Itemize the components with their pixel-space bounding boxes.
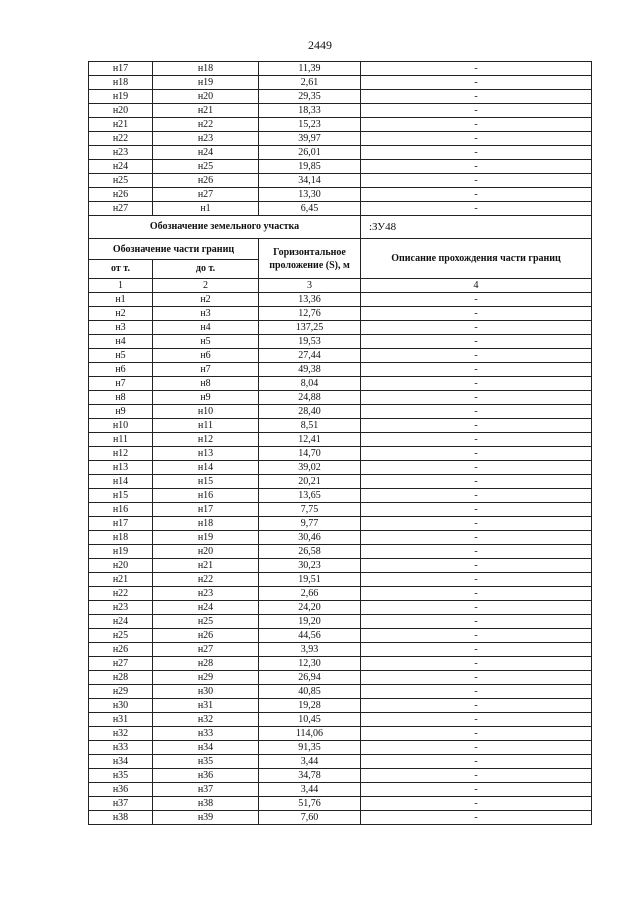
table-row: [89, 769, 592, 783]
from-point: н23: [89, 146, 153, 160]
description: -: [361, 90, 592, 104]
horizontal-distance: 13,30: [259, 188, 361, 202]
description: -: [361, 517, 592, 531]
to-point: н15: [153, 475, 259, 489]
table-row: [89, 419, 592, 433]
horizontal-distance: 19,51: [259, 573, 361, 587]
description: -: [361, 573, 592, 587]
description: -: [361, 531, 592, 545]
description: -: [361, 433, 592, 447]
to-point: н36: [153, 769, 259, 783]
from-point: н11: [89, 433, 153, 447]
to-point: н5: [153, 335, 259, 349]
from-point: н5: [89, 349, 153, 363]
horizontal-distance: 39,97: [259, 132, 361, 146]
table-row: [89, 475, 592, 489]
to-point: н27: [153, 188, 259, 202]
description: -: [361, 104, 592, 118]
horizontal-distance: 11,39: [259, 62, 361, 76]
horizontal-distance: 8,51: [259, 419, 361, 433]
table-row: [89, 531, 592, 545]
to-point: н31: [153, 699, 259, 713]
horizontal-distance: 3,93: [259, 643, 361, 657]
to-point: н26: [153, 174, 259, 188]
table-row: [89, 559, 592, 573]
to-point: н32: [153, 713, 259, 727]
from-point: н1: [89, 293, 153, 307]
table-row: [89, 727, 592, 741]
horizontal-distance: 14,70: [259, 447, 361, 461]
table-row: [89, 363, 592, 377]
description: -: [361, 377, 592, 391]
description: -: [361, 461, 592, 475]
description-header: Описание прохождения части границ: [361, 239, 592, 279]
page-number: 2449: [308, 38, 332, 52]
table-row: [89, 188, 592, 202]
to-point: н18: [153, 517, 259, 531]
top-rows: [89, 62, 592, 216]
from-point: н27: [89, 202, 153, 216]
horizontal-distance: 12,76: [259, 307, 361, 321]
description: -: [361, 657, 592, 671]
to-point: н4: [153, 321, 259, 335]
to-point: н23: [153, 132, 259, 146]
from-point: н33: [89, 741, 153, 755]
from-point: н28: [89, 671, 153, 685]
from-point: н26: [89, 643, 153, 657]
from-point: н10: [89, 419, 153, 433]
table-row: [89, 90, 592, 104]
horizontal-distance: 12,30: [259, 657, 361, 671]
to-point: н24: [153, 601, 259, 615]
horizontal-distance: 13,36: [259, 293, 361, 307]
from-point: н14: [89, 475, 153, 489]
horizontal-distance: 51,76: [259, 797, 361, 811]
description: -: [361, 447, 592, 461]
to-point: н25: [153, 160, 259, 174]
from-point: н17: [89, 517, 153, 531]
horizontal-distance: 30,46: [259, 531, 361, 545]
description: -: [361, 685, 592, 699]
description: -: [361, 811, 592, 825]
description: -: [361, 419, 592, 433]
table-row: [89, 587, 592, 601]
table-row: [89, 146, 592, 160]
from-point: н29: [89, 685, 153, 699]
description: -: [361, 391, 592, 405]
to-point: н7: [153, 363, 259, 377]
horizontal-distance: 26,58: [259, 545, 361, 559]
from-point: н13: [89, 461, 153, 475]
table-row: [89, 629, 592, 643]
to-point: н13: [153, 447, 259, 461]
from-point: н22: [89, 587, 153, 601]
to-point: н11: [153, 419, 259, 433]
description: -: [361, 118, 592, 132]
description: -: [361, 601, 592, 615]
table-row: [89, 573, 592, 587]
from-point: н6: [89, 363, 153, 377]
table-row: [89, 713, 592, 727]
to-header: до т.: [153, 260, 259, 279]
to-point: н27: [153, 643, 259, 657]
from-point: н22: [89, 132, 153, 146]
plot-title-label: Обозначение земельного участка: [89, 216, 361, 239]
horizontal-header: Горизонтальное проложение (S), м: [259, 239, 361, 279]
to-point: н29: [153, 671, 259, 685]
from-point: н20: [89, 104, 153, 118]
from-point: н23: [89, 601, 153, 615]
table-row: [89, 132, 592, 146]
description: -: [361, 783, 592, 797]
table-row: [89, 391, 592, 405]
to-point: н33: [153, 727, 259, 741]
to-point: н25: [153, 615, 259, 629]
description: -: [361, 62, 592, 76]
to-point: н1: [153, 202, 259, 216]
horizontal-distance: 19,28: [259, 699, 361, 713]
from-point: н9: [89, 405, 153, 419]
description: -: [361, 174, 592, 188]
table-row: [89, 783, 592, 797]
table-row: [89, 76, 592, 90]
column-number: 3: [259, 279, 361, 293]
horizontal-distance: 24,20: [259, 601, 361, 615]
to-point: н22: [153, 118, 259, 132]
from-point: н18: [89, 531, 153, 545]
table-row: [89, 601, 592, 615]
horizontal-distance: 49,38: [259, 363, 361, 377]
from-point: н38: [89, 811, 153, 825]
from-point: н26: [89, 188, 153, 202]
from-header: от т.: [89, 260, 153, 279]
to-point: н30: [153, 685, 259, 699]
table-row: [89, 643, 592, 657]
from-point: н35: [89, 769, 153, 783]
horizontal-distance: 20,21: [259, 475, 361, 489]
horizontal-distance: 10,45: [259, 713, 361, 727]
horizontal-distance: 29,35: [259, 90, 361, 104]
description: -: [361, 503, 592, 517]
to-point: н20: [153, 545, 259, 559]
horizontal-distance: 8,04: [259, 377, 361, 391]
description: -: [361, 643, 592, 657]
table-row: [89, 517, 592, 531]
from-point: н19: [89, 545, 153, 559]
horizontal-distance: 27,44: [259, 349, 361, 363]
column-number: 4: [361, 279, 592, 293]
horizontal-distance: 24,88: [259, 391, 361, 405]
description: -: [361, 146, 592, 160]
from-point: н21: [89, 573, 153, 587]
to-point: н35: [153, 755, 259, 769]
table-row: [89, 62, 592, 76]
column-number: 1: [89, 279, 153, 293]
to-point: н20: [153, 90, 259, 104]
table-row: [89, 503, 592, 517]
table-row: [89, 202, 592, 216]
horizontal-distance: 9,77: [259, 517, 361, 531]
description: -: [361, 132, 592, 146]
plot-id: :ЗУ48: [361, 216, 592, 239]
to-point: н12: [153, 433, 259, 447]
from-point: н12: [89, 447, 153, 461]
description: -: [361, 615, 592, 629]
table-row: [89, 307, 592, 321]
boundary-header: Обозначение части границ: [89, 239, 259, 260]
to-point: н3: [153, 307, 259, 321]
horizontal-distance: 26,01: [259, 146, 361, 160]
description: -: [361, 489, 592, 503]
description: -: [361, 321, 592, 335]
from-point: н20: [89, 559, 153, 573]
table-row: [89, 811, 592, 825]
description: -: [361, 307, 592, 321]
table-row: [89, 321, 592, 335]
from-point: н30: [89, 699, 153, 713]
from-point: н25: [89, 174, 153, 188]
horizontal-distance: 3,44: [259, 755, 361, 769]
from-point: н3: [89, 321, 153, 335]
horizontal-distance: 34,78: [259, 769, 361, 783]
description: -: [361, 405, 592, 419]
horizontal-distance: 26,94: [259, 671, 361, 685]
table-row: [89, 174, 592, 188]
to-point: н19: [153, 531, 259, 545]
from-point: н18: [89, 76, 153, 90]
horizontal-distance: 34,14: [259, 174, 361, 188]
to-point: н16: [153, 489, 259, 503]
horizontal-distance: 28,40: [259, 405, 361, 419]
to-point: н18: [153, 62, 259, 76]
horizontal-distance: 6,45: [259, 202, 361, 216]
description: -: [361, 160, 592, 174]
to-point: н26: [153, 629, 259, 643]
table-row: [89, 405, 592, 419]
description: -: [361, 202, 592, 216]
from-point: н32: [89, 727, 153, 741]
table-row: [89, 293, 592, 307]
from-point: н15: [89, 489, 153, 503]
to-point: н28: [153, 657, 259, 671]
table-row: [89, 699, 592, 713]
table-row: [89, 741, 592, 755]
horizontal-distance: 7,75: [259, 503, 361, 517]
to-point: н24: [153, 146, 259, 160]
horizontal-distance: 114,06: [259, 727, 361, 741]
table-row: [89, 755, 592, 769]
to-point: н21: [153, 559, 259, 573]
horizontal-distance: 7,60: [259, 811, 361, 825]
from-point: н37: [89, 797, 153, 811]
to-point: н37: [153, 783, 259, 797]
description: -: [361, 755, 592, 769]
from-point: н25: [89, 629, 153, 643]
to-point: н14: [153, 461, 259, 475]
horizontal-distance: 2,61: [259, 76, 361, 90]
table-row: [89, 104, 592, 118]
description: -: [361, 727, 592, 741]
horizontal-distance: 19,85: [259, 160, 361, 174]
horizontal-distance: 18,33: [259, 104, 361, 118]
from-point: н31: [89, 713, 153, 727]
table-row: [89, 118, 592, 132]
description: -: [361, 587, 592, 601]
to-point: н9: [153, 391, 259, 405]
to-point: н38: [153, 797, 259, 811]
boundary-table: [88, 61, 592, 825]
from-point: н16: [89, 503, 153, 517]
table-row: [89, 433, 592, 447]
description: -: [361, 629, 592, 643]
horizontal-distance: 13,65: [259, 489, 361, 503]
from-point: н24: [89, 160, 153, 174]
horizontal-distance: 91,35: [259, 741, 361, 755]
table-row: [89, 461, 592, 475]
to-point: н6: [153, 349, 259, 363]
to-point: н22: [153, 573, 259, 587]
table-row: [89, 685, 592, 699]
horizontal-distance: 19,20: [259, 615, 361, 629]
horizontal-distance: 3,44: [259, 783, 361, 797]
description: -: [361, 741, 592, 755]
to-point: н19: [153, 76, 259, 90]
table-row: [89, 447, 592, 461]
table-row: [89, 489, 592, 503]
table-row: [89, 671, 592, 685]
from-point: н2: [89, 307, 153, 321]
description: -: [361, 671, 592, 685]
description: -: [361, 713, 592, 727]
description: -: [361, 363, 592, 377]
main-rows: [89, 293, 592, 825]
from-point: н36: [89, 783, 153, 797]
horizontal-distance: 19,53: [259, 335, 361, 349]
to-point: н23: [153, 587, 259, 601]
from-point: н21: [89, 118, 153, 132]
description: -: [361, 188, 592, 202]
table-row: [89, 335, 592, 349]
description: -: [361, 293, 592, 307]
column-number: 2: [153, 279, 259, 293]
description: -: [361, 559, 592, 573]
from-point: н7: [89, 377, 153, 391]
from-point: н8: [89, 391, 153, 405]
horizontal-distance: 30,23: [259, 559, 361, 573]
table-row: [89, 615, 592, 629]
to-point: н34: [153, 741, 259, 755]
description: -: [361, 699, 592, 713]
table-row: [89, 377, 592, 391]
description: -: [361, 797, 592, 811]
from-point: н19: [89, 90, 153, 104]
horizontal-distance: 137,25: [259, 321, 361, 335]
horizontal-distance: 15,23: [259, 118, 361, 132]
table-row: [89, 160, 592, 174]
to-point: н39: [153, 811, 259, 825]
from-point: н4: [89, 335, 153, 349]
horizontal-distance: 12,41: [259, 433, 361, 447]
horizontal-distance: 39,02: [259, 461, 361, 475]
horizontal-distance: 40,85: [259, 685, 361, 699]
from-point: н27: [89, 657, 153, 671]
table-row: [89, 797, 592, 811]
from-point: н34: [89, 755, 153, 769]
horizontal-distance: 44,56: [259, 629, 361, 643]
description: -: [361, 335, 592, 349]
section-header: [89, 216, 592, 293]
to-point: н8: [153, 377, 259, 391]
to-point: н17: [153, 503, 259, 517]
from-point: н17: [89, 62, 153, 76]
from-point: н24: [89, 615, 153, 629]
description: -: [361, 769, 592, 783]
description: -: [361, 475, 592, 489]
table-row: [89, 545, 592, 559]
to-point: н21: [153, 104, 259, 118]
horizontal-distance: 2,66: [259, 587, 361, 601]
description: -: [361, 545, 592, 559]
description: -: [361, 76, 592, 90]
table-row: [89, 657, 592, 671]
description: -: [361, 349, 592, 363]
to-point: н10: [153, 405, 259, 419]
table-row: [89, 349, 592, 363]
to-point: н2: [153, 293, 259, 307]
